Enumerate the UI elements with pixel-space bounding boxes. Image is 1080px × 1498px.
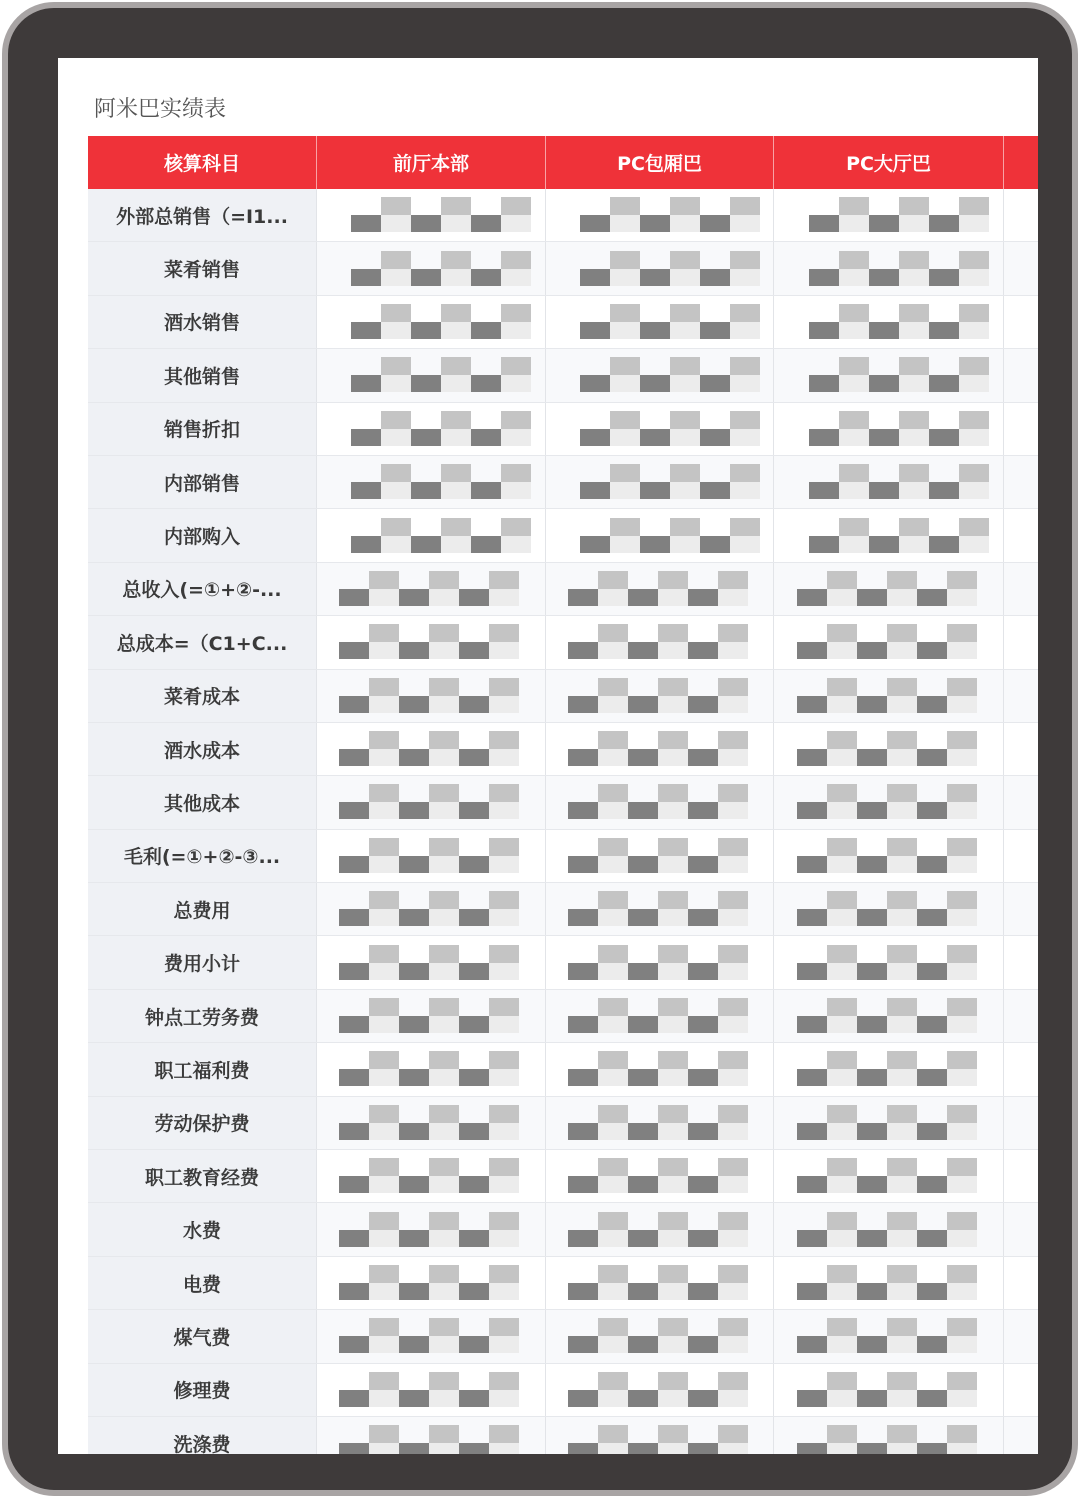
value-cell [774, 936, 1004, 988]
pixel-mosaic-icon [339, 998, 519, 1034]
value-cell [317, 1257, 546, 1309]
overflow-cell [1004, 509, 1038, 561]
pixel-mosaic-icon [809, 197, 989, 233]
pixel-mosaic-icon [339, 838, 519, 874]
pixel-mosaic-icon [568, 998, 748, 1034]
value-cell [774, 723, 1004, 775]
value-cell [774, 242, 1004, 294]
pixel-mosaic-icon [568, 1372, 748, 1408]
overflow-cell [1004, 883, 1038, 935]
header-cell-overflow [1004, 136, 1038, 189]
row-label: 毛利(=①+②-③... [88, 830, 317, 882]
screen [58, 58, 1038, 1454]
row-label: 总收入(=①+②-... [88, 563, 317, 615]
row-label: 职工教育经费 [88, 1150, 317, 1202]
pixel-mosaic-icon [351, 464, 531, 500]
pixel-mosaic-icon [797, 624, 977, 660]
overflow-cell [1004, 1417, 1038, 1454]
value-cell [546, 670, 774, 722]
value-cell [317, 509, 546, 561]
pixel-mosaic-icon [797, 945, 977, 981]
header-cell-pc-hall[interactable]: PC大厅巴 [774, 136, 1004, 189]
table-row[interactable] [88, 1310, 1038, 1363]
header-cell-account[interactable]: 核算科目 [88, 136, 317, 189]
pixel-mosaic-icon [339, 1318, 519, 1354]
pixel-mosaic-icon [568, 624, 748, 660]
value-cell [317, 936, 546, 988]
pixel-mosaic-icon [797, 998, 977, 1034]
value-cell [546, 830, 774, 882]
pixel-mosaic-icon [797, 731, 977, 767]
value-cell [317, 1310, 546, 1362]
pixel-mosaic-icon [797, 1372, 977, 1408]
table-row[interactable] [88, 1097, 1038, 1150]
pixel-mosaic-icon [568, 731, 748, 767]
value-cell [774, 296, 1004, 348]
value-cell [546, 242, 774, 294]
value-cell [774, 830, 1004, 882]
value-cell [546, 1310, 774, 1362]
value-cell [317, 349, 546, 401]
value-cell [546, 456, 774, 508]
table-row[interactable] [88, 776, 1038, 829]
value-cell [774, 990, 1004, 1042]
value-cell [317, 456, 546, 508]
pixel-mosaic-icon [568, 1158, 748, 1194]
value-cell [546, 1043, 774, 1095]
pixel-mosaic-icon [797, 1051, 977, 1087]
pixel-mosaic-icon [568, 1051, 748, 1087]
value-cell [546, 1257, 774, 1309]
value-cell [774, 1310, 1004, 1362]
table-row[interactable] [88, 1203, 1038, 1256]
value-cell [317, 403, 546, 455]
overflow-cell [1004, 456, 1038, 508]
value-cell [546, 403, 774, 455]
table-row[interactable] [88, 1417, 1038, 1454]
row-label: 总成本=（C1+C... [88, 616, 317, 668]
overflow-cell [1004, 723, 1038, 775]
value-cell [774, 883, 1004, 935]
table-row[interactable] [88, 349, 1038, 402]
value-cell [317, 189, 546, 241]
row-label: 修理费 [88, 1364, 317, 1416]
pixel-mosaic-icon [797, 571, 977, 607]
pixel-mosaic-icon [797, 891, 977, 927]
device-frame [2, 2, 1078, 1496]
pixel-mosaic-icon [351, 304, 531, 340]
row-label: 酒水销售 [88, 296, 317, 348]
value-cell [546, 1417, 774, 1454]
value-cell [774, 563, 1004, 615]
pixel-mosaic-icon [568, 784, 748, 820]
table-row[interactable] [88, 1364, 1038, 1417]
pixel-mosaic-icon [580, 518, 760, 554]
value-cell [546, 883, 774, 935]
value-cell [774, 1257, 1004, 1309]
pixel-mosaic-icon [797, 838, 977, 874]
pixel-mosaic-icon [351, 518, 531, 554]
pixel-mosaic-icon [351, 411, 531, 447]
pixel-mosaic-icon [339, 1212, 519, 1248]
pixel-mosaic-icon [339, 945, 519, 981]
pixel-mosaic-icon [580, 464, 760, 500]
row-label: 水费 [88, 1203, 317, 1255]
row-label: 电费 [88, 1257, 317, 1309]
value-cell [546, 349, 774, 401]
pixel-mosaic-icon [809, 518, 989, 554]
row-label: 菜肴销售 [88, 242, 317, 294]
pixel-mosaic-icon [568, 1212, 748, 1248]
row-label: 销售折扣 [88, 403, 317, 455]
value-cell [317, 723, 546, 775]
pixel-mosaic-icon [797, 784, 977, 820]
overflow-cell [1004, 616, 1038, 668]
table-row[interactable] [88, 509, 1038, 562]
overflow-cell [1004, 189, 1038, 241]
value-cell [317, 296, 546, 348]
value-cell [774, 1097, 1004, 1149]
report-title: 阿米巴实绩表 [94, 97, 227, 122]
value-cell [317, 776, 546, 828]
row-label: 内部购入 [88, 509, 317, 561]
table-row[interactable] [88, 1043, 1038, 1096]
pixel-mosaic-icon [809, 304, 989, 340]
table-header-row [88, 136, 1038, 189]
pixel-mosaic-icon [339, 678, 519, 714]
overflow-cell [1004, 670, 1038, 722]
value-cell [317, 1097, 546, 1149]
table-row[interactable] [88, 1150, 1038, 1203]
pixel-mosaic-icon [580, 357, 760, 393]
pixel-mosaic-icon [797, 1265, 977, 1301]
table-row[interactable] [88, 456, 1038, 509]
pixel-mosaic-icon [797, 1158, 977, 1194]
pixel-mosaic-icon [809, 464, 989, 500]
pixel-mosaic-icon [797, 1212, 977, 1248]
header-cell-pc-private-room[interactable]: PC包厢巴 [546, 136, 774, 189]
row-label: 劳动保护费 [88, 1097, 317, 1149]
pixel-mosaic-icon [568, 678, 748, 714]
overflow-cell [1004, 563, 1038, 615]
pixel-mosaic-icon [809, 411, 989, 447]
value-cell [774, 509, 1004, 561]
value-cell [774, 403, 1004, 455]
pixel-mosaic-icon [797, 1105, 977, 1141]
row-label: 职工福利费 [88, 1043, 317, 1095]
value-cell [774, 189, 1004, 241]
value-cell [546, 1364, 774, 1416]
table-row[interactable] [88, 403, 1038, 456]
value-cell [546, 563, 774, 615]
overflow-cell [1004, 1043, 1038, 1095]
row-label: 煤气费 [88, 1310, 317, 1362]
value-cell [546, 296, 774, 348]
pixel-mosaic-icon [568, 838, 748, 874]
table-row[interactable] [88, 242, 1038, 295]
value-cell [774, 349, 1004, 401]
value-cell [317, 883, 546, 935]
table-row[interactable] [88, 936, 1038, 989]
overflow-cell [1004, 936, 1038, 988]
value-cell [774, 616, 1004, 668]
pixel-mosaic-icon [809, 251, 989, 287]
value-cell [546, 616, 774, 668]
value-cell [546, 936, 774, 988]
table-row[interactable] [88, 830, 1038, 883]
value-cell [774, 1150, 1004, 1202]
value-cell [317, 1043, 546, 1095]
overflow-cell [1004, 349, 1038, 401]
value-cell [546, 189, 774, 241]
value-cell [317, 670, 546, 722]
value-cell [317, 242, 546, 294]
value-cell [774, 1203, 1004, 1255]
value-cell [317, 1364, 546, 1416]
pixel-mosaic-icon [339, 1265, 519, 1301]
value-cell [774, 1043, 1004, 1095]
value-cell [317, 830, 546, 882]
row-label: 外部总销售（=I1... [88, 189, 317, 241]
value-cell [774, 1364, 1004, 1416]
overflow-cell [1004, 990, 1038, 1042]
overflow-cell [1004, 776, 1038, 828]
pixel-mosaic-icon [351, 251, 531, 287]
overflow-cell [1004, 1150, 1038, 1202]
pixel-mosaic-icon [351, 197, 531, 233]
pixel-mosaic-icon [568, 1318, 748, 1354]
pixel-mosaic-icon [568, 571, 748, 607]
pixel-mosaic-icon [339, 731, 519, 767]
value-cell [546, 723, 774, 775]
overflow-cell [1004, 1257, 1038, 1309]
value-cell [317, 1150, 546, 1202]
pixel-mosaic-icon [351, 357, 531, 393]
row-label: 费用小计 [88, 936, 317, 988]
value-cell [546, 776, 774, 828]
value-cell [317, 563, 546, 615]
pixel-mosaic-icon [797, 1425, 977, 1454]
pixel-mosaic-icon [797, 1318, 977, 1354]
header-cell-front-hall[interactable]: 前厅本部 [317, 136, 546, 189]
value-cell [317, 1417, 546, 1454]
value-cell [317, 1203, 546, 1255]
pixel-mosaic-icon [339, 1425, 519, 1454]
overflow-cell [1004, 1310, 1038, 1362]
value-cell [317, 990, 546, 1042]
table-row[interactable] [88, 1257, 1038, 1310]
row-label: 其他销售 [88, 349, 317, 401]
pixel-mosaic-icon [568, 945, 748, 981]
overflow-cell [1004, 1097, 1038, 1149]
pixel-mosaic-icon [339, 1372, 519, 1408]
table-row[interactable] [88, 990, 1038, 1043]
performance-table [88, 136, 1038, 1454]
pixel-mosaic-icon [580, 251, 760, 287]
value-cell [546, 509, 774, 561]
value-cell [774, 1417, 1004, 1454]
pixel-mosaic-icon [568, 891, 748, 927]
row-label: 洗涤费 [88, 1417, 317, 1454]
pixel-mosaic-icon [339, 1105, 519, 1141]
table-body [88, 189, 1038, 1454]
value-cell [546, 990, 774, 1042]
pixel-mosaic-icon [339, 784, 519, 820]
pixel-mosaic-icon [339, 891, 519, 927]
row-label: 内部销售 [88, 456, 317, 508]
value-cell [546, 1097, 774, 1149]
overflow-cell [1004, 296, 1038, 348]
overflow-cell [1004, 1203, 1038, 1255]
row-label: 总费用 [88, 883, 317, 935]
table-row[interactable] [88, 670, 1038, 723]
pixel-mosaic-icon [568, 1105, 748, 1141]
value-cell [546, 1150, 774, 1202]
table-row[interactable] [88, 723, 1038, 776]
value-cell [317, 616, 546, 668]
pixel-mosaic-icon [568, 1425, 748, 1454]
value-cell [774, 456, 1004, 508]
overflow-cell [1004, 242, 1038, 294]
row-label: 菜肴成本 [88, 670, 317, 722]
table-row[interactable] [88, 883, 1038, 936]
pixel-mosaic-icon [580, 304, 760, 340]
overflow-cell [1004, 403, 1038, 455]
table-row[interactable] [88, 616, 1038, 669]
pixel-mosaic-icon [797, 678, 977, 714]
pixel-mosaic-icon [580, 197, 760, 233]
value-cell [774, 670, 1004, 722]
row-label: 其他成本 [88, 776, 317, 828]
overflow-cell [1004, 830, 1038, 882]
row-label: 钟点工劳务费 [88, 990, 317, 1042]
pixel-mosaic-icon [568, 1265, 748, 1301]
value-cell [546, 1203, 774, 1255]
pixel-mosaic-icon [809, 357, 989, 393]
table-row[interactable] [88, 296, 1038, 349]
overflow-cell [1004, 1364, 1038, 1416]
pixel-mosaic-icon [339, 1051, 519, 1087]
pixel-mosaic-icon [339, 1158, 519, 1194]
table-row[interactable] [88, 189, 1038, 242]
pixel-mosaic-icon [580, 411, 760, 447]
table-row[interactable] [88, 563, 1038, 616]
pixel-mosaic-icon [339, 624, 519, 660]
value-cell [774, 776, 1004, 828]
pixel-mosaic-icon [339, 571, 519, 607]
row-label: 酒水成本 [88, 723, 317, 775]
